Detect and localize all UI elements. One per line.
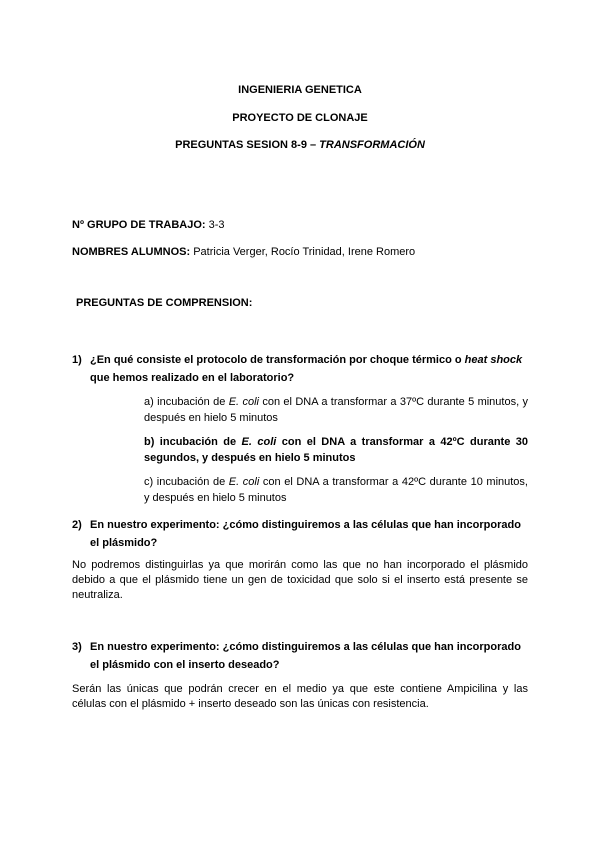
project-title: PROYECTO DE CLONAJE [232, 112, 368, 124]
option-c-prefix: c) incubación de [144, 476, 229, 488]
option-c [144, 474, 528, 506]
option-a-organism: E. coli [228, 396, 259, 408]
question-1 [72, 351, 532, 387]
question-2-line2: el plásmido? [90, 537, 158, 549]
question-3-line1: En nuestro experimento: ¿cómo distinguiremos a las células que han incorporado [90, 641, 521, 653]
names-value: Patricia Verger, Rocío Trinidad, Irene Romero [193, 246, 416, 258]
option-b-organism: E. coli [241, 436, 277, 448]
question-1-number: 1) [72, 354, 82, 366]
question-1-term: heat shock [464, 354, 523, 366]
section-title: PREGUNTAS DE COMPRENSION: [76, 297, 253, 309]
question-1-line2: que hemos realizado en el laboratorio? [90, 372, 295, 384]
option-a-text: con el DNA a transformar a 37ºC durante 5 minutos, y [258, 396, 529, 408]
option-b-text: con el DNA a transformar a 42ºC durante 30 [276, 436, 528, 448]
option-a-prefix: a) incubación de [144, 396, 229, 408]
question-3-line2: el plásmido con el inserto deseado? [90, 659, 280, 671]
group-value: 3-3 [208, 219, 225, 231]
answer-2-line1: No podremos distinguirlas ya que morirán como las que no han incorporado el plásmido [72, 559, 528, 571]
question-3-text [90, 638, 532, 674]
question-1-line1: ¿En qué consiste el protocolo de transformación por choque térmico o [90, 354, 465, 366]
student-names-row [72, 246, 415, 258]
question-3-number: 3) [72, 641, 82, 653]
answer-3-line1: Serán las únicas que podrán crecer en el medio ya que este contiene Ampicilina y las [72, 683, 528, 695]
session-prefix: PREGUNTAS SESION 8-9 – [175, 139, 320, 151]
group-label: Nº GRUPO DE TRABAJO: [72, 219, 206, 231]
question-2 [72, 516, 532, 552]
option-c-organism: E. coli [228, 476, 260, 488]
option-c-line2: y después en hielo 5 minutos [144, 492, 287, 504]
session-title [0, 139, 600, 151]
answer-3 [72, 682, 528, 712]
option-a [144, 394, 528, 426]
names-label: NOMBRES ALUMNOS: [72, 246, 191, 258]
course-title: INGENIERIA GENETICA [238, 84, 362, 96]
question-2-line1: En nuestro experimento: ¿cómo distinguiremos a las células que han incorporado [90, 519, 521, 531]
question-2-number: 2) [72, 519, 82, 531]
option-b-prefix: b) incubación de [144, 436, 242, 448]
session-topic: TRANSFORMACIÓN [319, 139, 425, 151]
answer-3-line2: células con el plásmido + inserto deseado son las únicas con resistencia. [72, 698, 429, 710]
group-number-row [72, 219, 225, 231]
answer-2-line3: neutraliza. [72, 589, 123, 601]
question-3 [72, 638, 532, 674]
option-b-line2: segundos, y después en hielo 5 minutos [144, 452, 356, 464]
question-2-text [90, 516, 532, 552]
answer-2-line2: debido a que el plásmido tiene un gen de toxicidad que solo si el inserto está presente se [72, 574, 528, 586]
question-1-text [90, 351, 532, 387]
option-a-line2: después en hielo 5 minutos [144, 412, 278, 424]
option-b [144, 434, 528, 466]
option-c-text: con el DNA a transformar a 42ºC durante 10 minutos, [259, 476, 528, 488]
answer-2 [72, 558, 528, 603]
